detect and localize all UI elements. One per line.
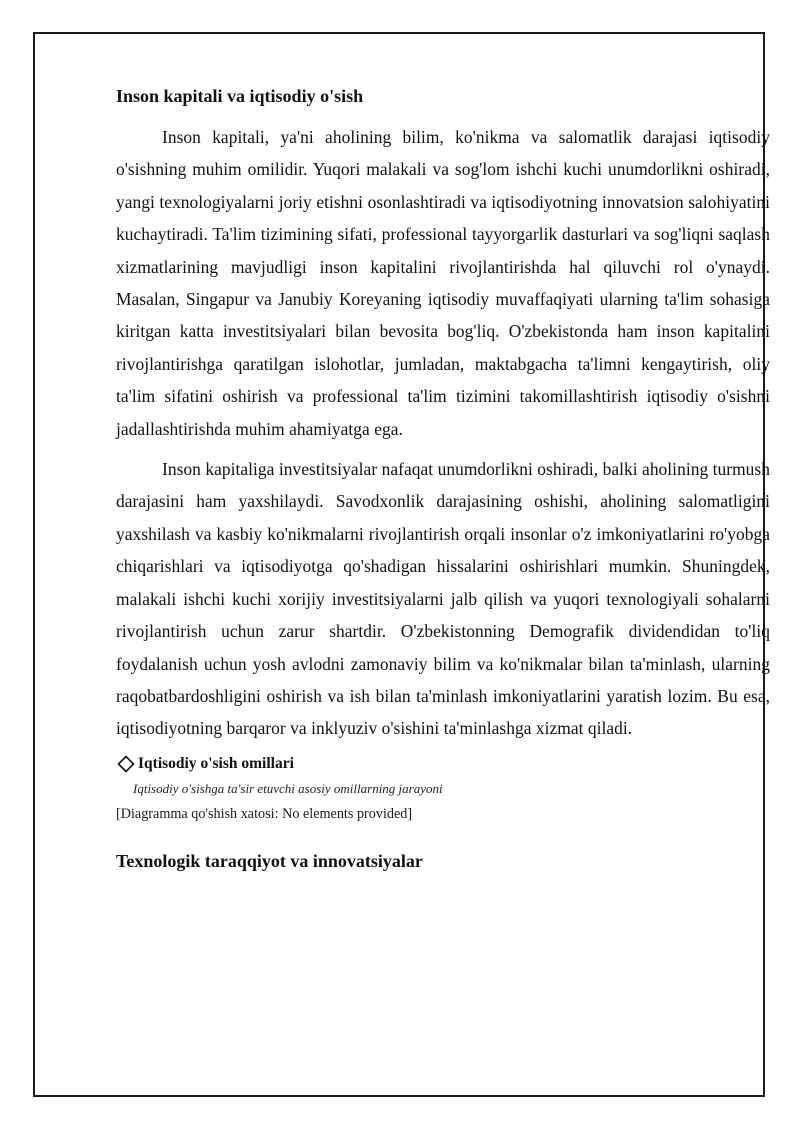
paragraph-1: Inson kapitali, ya'ni aholining bilim, ko'nikma va salomatlik darajasi iqtisodiy o'sishning muhim omilidir. Yuqori malakali va sog'lom ishchi kuchi unumdorlikni oshiradi, yangi texnologiyalarni joriy etishni osonlashtiradi va iqtisodiyotning innovatsion salohiyatini kuchaytiradi. Ta'lim tizimining sifati, professional tayyorgarlik dasturlari va sog'liqni saqlash xizmatlarining mavjudligi inson kapitalini rivojlantirishda hal qiluvchi rol o'ynaydi. Masalan, Singapur va Janubiy Koreyaning iqtisodiy muvaffaqiyati ularning ta'lim sohasiga kiritgan katta investitsiyalari bilan bevosita bog'liq. O'zbekistonda ham inson kapitalini rivojlantirishga qaratilgan islohotlar, jumladan, maktabgacha ta'limni kengaytirish, oliy ta'lim sifatini oshirish va professional ta'lim tizimini takomillashtirish iqtisodiy o'sishni jadallashtirishda muhim ahamiyatga ega. — [116, 127, 770, 439]
paragraph-2: Inson kapitaliga investitsiyalar nafaqat unumdorlikni oshiradi, balki aholining turmush darajasini ham yaxshilaydi. Savodxonlik darajasining oshishi, aholining salomatligini yaxshilash va kasbiy ko'nikmalarni rivojlantirish orqali insonlar o'z imkoniyatlarini ro'yobga chiqarishlari va iqtisodiyotga qo'shadigan hissalarini oshirishlari mumkin. Shuningdek, malakali ishchi kuchi xorijiy investitsiyalarni jalb qilish va yuqori texnologiyali sohalarni rivojlantirish uchun zarur shartdir. O'zbekistonning Demografik dividendidan to'liq foydalanish uchun yosh avlodni zamonaviy bilim va ko'nikmalar bilan ta'minlash, ularning raqobatbardoshligini oshirish va ish bilan ta'minlash imkoniyatlarini yaratish lozim. Bu esa, iqtisodiyotning barqaror va inklyuziv o'sishini ta'minlashga xizmat qiladi. — [116, 459, 770, 739]
tag-icon — [117, 755, 135, 773]
diagram-subtitle: Iqtisodiy o'sishga ta'sir etuvchi asosiy omillarning jarayoni — [133, 780, 443, 796]
section-heading-2: Texnologik taraqqiyot va innovatsiyalar — [116, 850, 423, 871]
section-heading: Inson kapitali va iqtisodiy o'sish — [116, 86, 364, 106]
document-content — [116, 84, 770, 888]
diagram-title: Iqtisodiy o'sish omillari — [138, 754, 294, 772]
diagram-block — [116, 753, 770, 825]
diagram-error-message: [Diagramma qo'shish xatosi: No elements provided] — [116, 805, 413, 822]
diagram-title-row — [116, 753, 770, 775]
